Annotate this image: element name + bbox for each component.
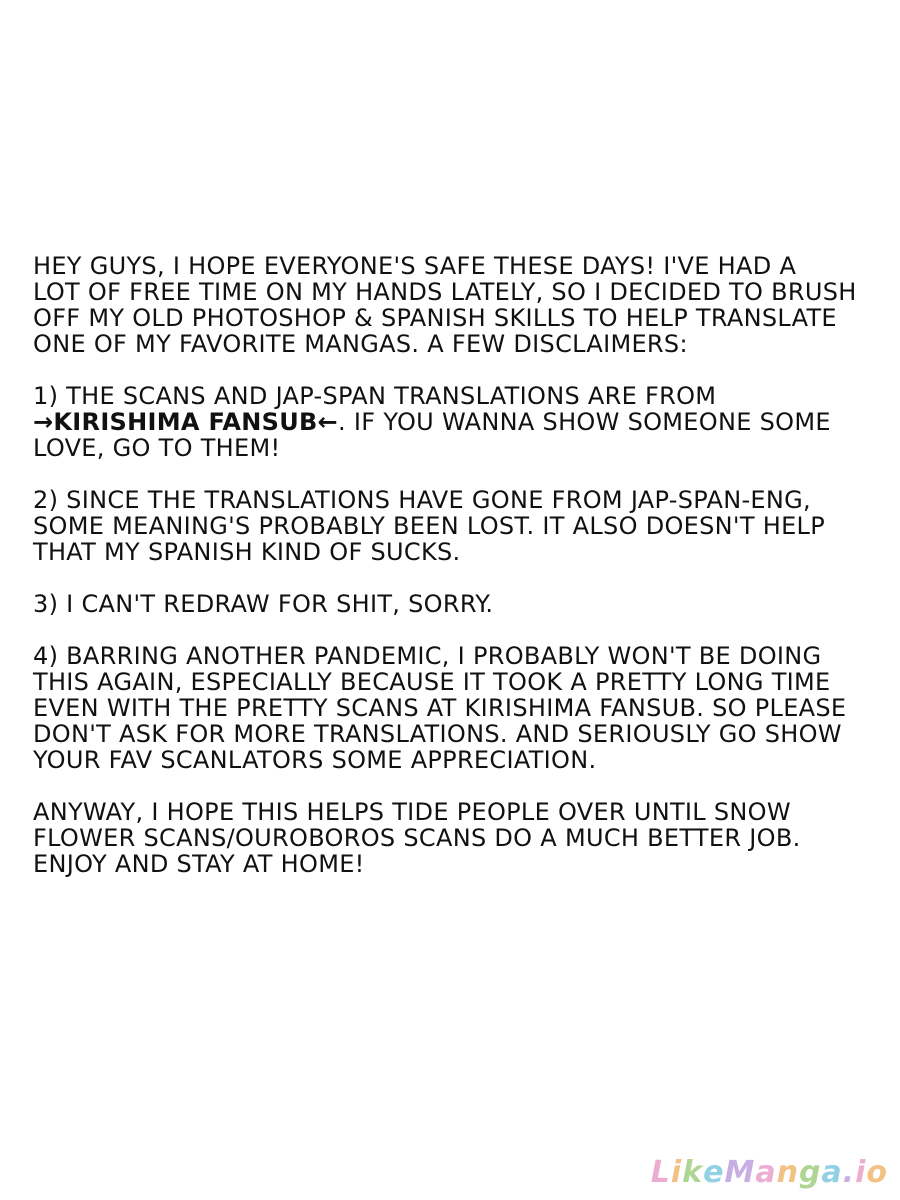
disclaimer-1-text-start: 1) THE SCANS AND JAP-SPAN TRANSLATIONS ARE FROM bbox=[33, 382, 717, 410]
site-watermark bbox=[651, 1155, 888, 1190]
kirishima-fansub-credit: →KIRISHIMA FANSUB← bbox=[33, 408, 339, 436]
watermark-letter: i bbox=[855, 1155, 867, 1190]
translator-note bbox=[33, 253, 883, 877]
note-intro: HEY GUYS, I HOPE EVERYONE'S SAFE THESE DAYS! I'VE HAD A LOT OF FREE TIME ON MY HANDS LATELY, SO I DECIDED TO BRUSH OFF MY OLD PHOTOSHOP & SPANISH SKILLS TO HELP TRANSLATE ONE OF MY FAVORITE MANGAS. A FEW DISCLAIMERS: bbox=[33, 252, 857, 358]
disclaimer-1 bbox=[33, 383, 883, 461]
watermark-letter: a bbox=[755, 1155, 777, 1190]
watermark-letter: g bbox=[798, 1155, 822, 1190]
watermark-letter: a bbox=[821, 1155, 843, 1190]
note-closing: ANYWAY, I HOPE THIS HELPS TIDE PEOPLE OVER UNTIL SNOW FLOWER SCANS/OUROBOROS SCANS DO A MUCH BETTER JOB. ENJOY AND STAY AT HOME! bbox=[33, 798, 801, 878]
watermark-letter: e bbox=[703, 1155, 725, 1190]
disclaimer-4: 4) BARRING ANOTHER PANDEMIC, I PROBABLY WON'T BE DOING THIS AGAIN, ESPECIALLY BECAUSE IT TOOK A PRETTY LONG TIME EVEN WITH THE PRETTY SCANS AT KIRISHIMA FANSUB. SO PLEASE DON'T ASK FOR MORE TRANSLATIONS. AND SERIOUSLY GO SHOW YOUR FAV SCANLATORS SOME APPRECIATION. bbox=[33, 642, 847, 774]
disclaimer-1-text-end: . IF YOU WANNA SHOW SOMEONE SOME LOVE, GO TO THEM! bbox=[33, 408, 831, 462]
watermark-letter: i bbox=[670, 1155, 683, 1190]
watermark-letter: o bbox=[866, 1155, 888, 1190]
disclaimer-2: 2) SINCE THE TRANSLATIONS HAVE GONE FROM JAP-SPAN-ENG, SOME MEANING'S PROBABLY BEEN LOST. IT ALSO DOESN'T HELP THAT MY SPANISH KIND OF SUCKS. bbox=[33, 486, 825, 566]
watermark-letter: L bbox=[650, 1155, 671, 1190]
watermark-letter: n bbox=[776, 1155, 799, 1190]
watermark-letter: k bbox=[682, 1155, 704, 1190]
disclaimer-3: 3) I CAN'T REDRAW FOR SHIT, SORRY. bbox=[33, 590, 494, 618]
watermark-letter: . bbox=[842, 1155, 856, 1190]
watermark-letter: M bbox=[724, 1155, 756, 1190]
